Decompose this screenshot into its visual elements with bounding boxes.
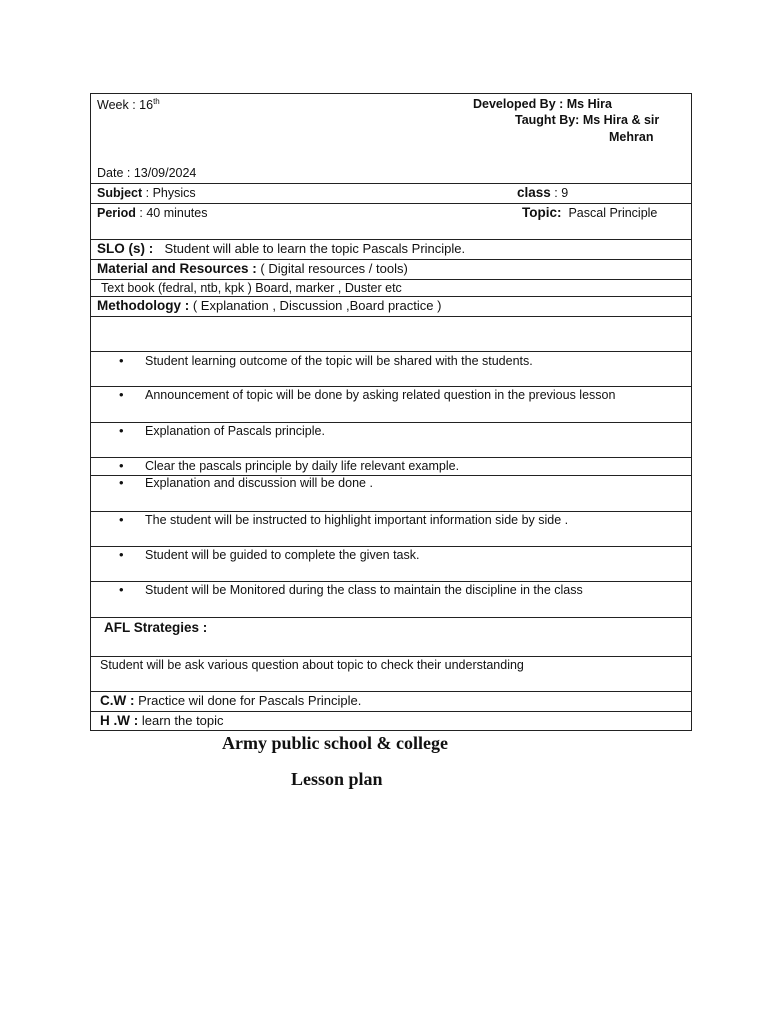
- materials-items-row: [91, 279, 691, 296]
- taught-by: Taught By: Ms Hira & sir: [515, 113, 660, 127]
- date-label: Date : 13/09/2024: [97, 166, 197, 180]
- bullet-row: [91, 351, 691, 386]
- school-name: Army public school & college: [222, 733, 448, 753]
- header-row: [91, 94, 691, 183]
- bullet-icon: •: [119, 582, 124, 597]
- materials-items: Text book (fedral, ntb, kpk ) Board, marker , Duster etc: [101, 281, 402, 295]
- bullet-row: [91, 422, 691, 457]
- period-field: Period : 40 minutes: [97, 206, 208, 220]
- cw-field: C.W : Practice wil done for Pascals Principle.: [100, 693, 362, 708]
- empty-row: [91, 316, 691, 351]
- slo-field: SLO (s) : Student will able to learn the topic Pascals Principle.: [97, 241, 466, 256]
- period-row: [91, 203, 691, 239]
- bullet-row: [91, 511, 691, 546]
- hw-row: [91, 711, 691, 730]
- bullet-icon: •: [119, 387, 124, 402]
- slo-row: [91, 239, 691, 259]
- bullet-text: Student learning outcome of the topic will be shared with the students.: [145, 354, 533, 368]
- subject-row: [91, 183, 691, 203]
- methodology-field: Methodology : ( Explanation , Discussion ,Board practice ): [97, 298, 442, 313]
- materials-row: [91, 259, 691, 279]
- bullet-row: [91, 457, 691, 475]
- bullet-icon: •: [119, 475, 124, 490]
- bullet-text: Explanation and discussion will be done .: [145, 476, 373, 490]
- bullet-icon: •: [119, 547, 124, 562]
- afl-text: Student will be ask various question about topic to check their understanding: [100, 658, 524, 672]
- lesson-plan-table: [90, 93, 692, 731]
- bullet-text: Clear the pascals principle by daily life relevant example.: [145, 459, 460, 473]
- materials-field: Material and Resources : ( Digital resources / tools): [97, 261, 408, 276]
- bullet-text: Student will be guided to complete the given task.: [145, 548, 420, 562]
- bullet-icon: •: [119, 353, 124, 368]
- bullet-text: The student will be instructed to highlight important information side by side .: [145, 513, 569, 527]
- afl-row: [91, 617, 691, 656]
- bullet-icon: •: [119, 512, 124, 527]
- topic-field: Topic: Pascal Principle: [522, 205, 658, 220]
- bullet-row: [91, 581, 691, 617]
- doc-title: Lesson plan: [291, 769, 383, 789]
- bullet-icon: •: [119, 423, 124, 438]
- bullet-row: [91, 546, 691, 581]
- developed-by: Developed By : Ms Hira: [473, 97, 612, 111]
- cw-row: [91, 691, 691, 711]
- bullet-text: Announcement of topic will be done by asking related question in the previous lesson: [145, 388, 616, 402]
- bullet-icon: •: [119, 458, 124, 473]
- subject-field: Subject : Physics: [97, 186, 196, 200]
- bullet-text: Explanation of Pascals principle.: [145, 424, 325, 438]
- taught-by-line2: Mehran: [609, 130, 654, 144]
- methodology-row: [91, 296, 691, 316]
- class-field: class : 9: [517, 185, 569, 200]
- bullet-row: [91, 386, 691, 422]
- bullet-row: [91, 475, 691, 511]
- afl-label: AFL Strategies :: [104, 620, 208, 635]
- bullet-text: Student will be Monitored during the class to maintain the discipline in the class: [145, 583, 583, 597]
- hw-field: H .W : learn the topic: [100, 713, 224, 728]
- afl-text-row: [91, 656, 691, 691]
- week-label: Week : 16th: [97, 97, 160, 113]
